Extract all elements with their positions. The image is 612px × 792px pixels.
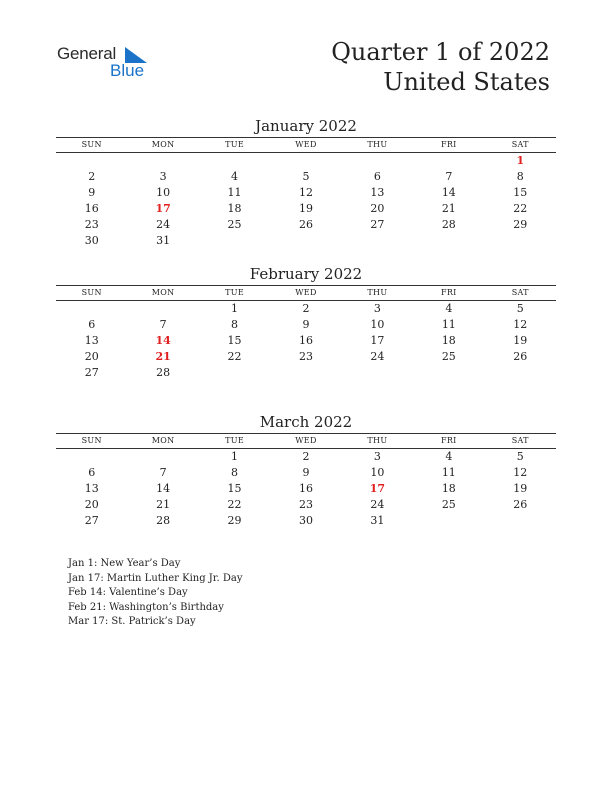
- month-title: March 2022: [259, 413, 353, 431]
- empty-day-cell: [485, 513, 556, 529]
- day-cell: 19: [298, 202, 313, 215]
- month-title: February 2022: [249, 265, 363, 283]
- day-cell: 2: [302, 450, 310, 463]
- day-cell: 18: [441, 334, 456, 347]
- day-cell: 11: [441, 466, 456, 479]
- day-cell: 23: [298, 498, 313, 511]
- empty-day-cell: [413, 233, 484, 249]
- month-calendar-january: [56, 116, 556, 249]
- weekday-label: FRI: [413, 286, 484, 301]
- weekday-label: WED: [270, 434, 341, 449]
- day-cell: 11: [441, 318, 456, 331]
- day-cell: 10: [156, 186, 171, 199]
- holiday-day-cell: 17: [155, 202, 171, 215]
- empty-day-cell: [199, 153, 270, 170]
- day-cell: 8: [231, 466, 239, 479]
- week-row: [56, 465, 556, 481]
- day-cell: 17: [370, 334, 385, 347]
- day-cell: 15: [227, 334, 242, 347]
- holiday-list-item: Jan 17: Martin Luther King Jr. Day: [68, 572, 243, 584]
- holiday-list: [68, 557, 242, 630]
- weekday-label: MON: [127, 286, 198, 301]
- week-row: [56, 497, 556, 513]
- day-cell: 25: [441, 498, 456, 511]
- day-cell: 9: [302, 318, 310, 331]
- holiday-list-item: Jan 1: New Year’s Day: [68, 558, 181, 569]
- day-cell: 27: [370, 218, 385, 231]
- week-row: [56, 333, 556, 349]
- weekday-label: FRI: [413, 138, 484, 153]
- day-cell: 18: [227, 202, 242, 215]
- day-cell: 23: [298, 350, 313, 363]
- week-row: [56, 185, 556, 201]
- day-cell: 19: [513, 482, 528, 495]
- empty-day-cell: [127, 449, 198, 466]
- page-title: Quarter 1 of 2022: [331, 38, 550, 66]
- month-grid: [56, 137, 556, 249]
- day-cell: 31: [370, 514, 385, 527]
- weekday-header-row: [56, 286, 556, 301]
- logo-text-blue: Blue: [110, 61, 145, 80]
- holiday-day-cell: 1: [516, 154, 525, 167]
- day-cell: 2: [302, 302, 310, 315]
- day-cell: 27: [84, 514, 99, 527]
- day-cell: 4: [445, 450, 453, 463]
- country-name: United States: [383, 68, 550, 96]
- day-cell: 8: [516, 170, 524, 183]
- weekday-label: FRI: [413, 434, 484, 449]
- empty-day-cell: [342, 233, 413, 249]
- week-row: [56, 317, 556, 333]
- day-cell: 31: [156, 234, 171, 247]
- week-row: [56, 153, 556, 170]
- empty-day-cell: [342, 153, 413, 170]
- weekday-label: SAT: [485, 434, 556, 449]
- day-cell: 28: [156, 366, 171, 379]
- day-cell: 3: [159, 170, 167, 183]
- day-cell: 12: [298, 186, 313, 199]
- week-row: [56, 513, 556, 529]
- day-cell: 6: [88, 318, 96, 331]
- weekday-label: MON: [127, 434, 198, 449]
- empty-day-cell: [56, 449, 127, 466]
- weekday-header-row: [56, 434, 556, 449]
- holiday-day-cell: 21: [155, 350, 171, 363]
- day-cell: 14: [441, 186, 456, 199]
- week-row: [56, 349, 556, 365]
- weekday-label: TUE: [199, 138, 270, 153]
- week-row: [56, 481, 556, 497]
- day-cell: 6: [88, 466, 96, 479]
- day-cell: 28: [156, 514, 171, 527]
- holiday-day-cell: 14: [155, 334, 171, 347]
- empty-day-cell: [199, 233, 270, 249]
- week-row: [56, 169, 556, 185]
- month-grid: [56, 433, 556, 529]
- empty-day-cell: [485, 233, 556, 249]
- holiday-day-cell: 17: [369, 482, 386, 495]
- day-cell: 5: [516, 302, 524, 315]
- day-cell: 29: [513, 218, 528, 231]
- empty-day-cell: [270, 233, 341, 249]
- empty-day-cell: [413, 153, 484, 170]
- day-cell: 30: [84, 234, 99, 247]
- weekday-label: SUN: [56, 138, 127, 153]
- day-cell: 26: [513, 498, 528, 511]
- day-cell: 16: [298, 482, 313, 495]
- empty-day-cell: [199, 365, 270, 381]
- day-cell: 13: [84, 334, 99, 347]
- day-cell: 8: [231, 318, 239, 331]
- day-cell: 9: [302, 466, 310, 479]
- day-cell: 1: [231, 302, 239, 315]
- day-cell: 29: [227, 514, 242, 527]
- weekday-label: WED: [270, 286, 341, 301]
- weekday-label: SAT: [485, 138, 556, 153]
- weekday-label: SAT: [485, 286, 556, 301]
- empty-day-cell: [127, 301, 198, 318]
- weekday-label: THU: [342, 286, 413, 301]
- day-cell: 9: [88, 186, 96, 199]
- weekday-label: TUE: [199, 286, 270, 301]
- day-cell: 16: [298, 334, 313, 347]
- day-cell: 4: [231, 170, 239, 183]
- day-cell: 5: [516, 450, 524, 463]
- day-cell: 30: [298, 514, 313, 527]
- week-row: [56, 365, 556, 381]
- day-cell: 13: [84, 482, 99, 495]
- day-cell: 22: [227, 498, 242, 511]
- logo-text-general: General: [57, 44, 117, 63]
- day-cell: 24: [370, 350, 385, 363]
- day-cell: 20: [370, 202, 385, 215]
- day-cell: 6: [373, 170, 381, 183]
- empty-day-cell: [485, 365, 556, 381]
- weekday-label: SUN: [56, 434, 127, 449]
- weekday-header-row: [56, 138, 556, 153]
- day-cell: 7: [159, 318, 167, 331]
- day-cell: 25: [227, 218, 242, 231]
- day-cell: 15: [227, 482, 242, 495]
- empty-day-cell: [56, 301, 127, 318]
- day-cell: 19: [513, 334, 528, 347]
- day-cell: 10: [370, 318, 385, 331]
- day-cell: 7: [445, 170, 453, 183]
- day-cell: 4: [445, 302, 453, 315]
- weekday-label: MON: [127, 138, 198, 153]
- day-cell: 22: [513, 202, 528, 215]
- holiday-list-item: Mar 17: St. Patrick’s Day: [68, 616, 196, 627]
- brand-logo: [57, 44, 167, 84]
- day-cell: 20: [84, 350, 99, 363]
- day-cell: 14: [156, 482, 171, 495]
- weekday-label: THU: [342, 434, 413, 449]
- weekday-label: WED: [270, 138, 341, 153]
- day-cell: 24: [370, 498, 385, 511]
- day-cell: 25: [441, 350, 456, 363]
- day-cell: 28: [441, 218, 456, 231]
- month-grid: [56, 285, 556, 381]
- day-cell: 16: [84, 202, 99, 215]
- day-cell: 10: [370, 466, 385, 479]
- day-cell: 21: [441, 202, 456, 215]
- day-cell: 26: [513, 350, 528, 363]
- week-row: [56, 233, 556, 249]
- day-cell: 2: [88, 170, 96, 183]
- week-row: [56, 301, 556, 318]
- empty-day-cell: [56, 153, 127, 170]
- empty-day-cell: [270, 365, 341, 381]
- month-title: January 2022: [255, 117, 357, 135]
- empty-day-cell: [413, 365, 484, 381]
- day-cell: 1: [231, 450, 239, 463]
- month-calendar-march: [56, 412, 556, 529]
- empty-day-cell: [270, 153, 341, 170]
- day-cell: 11: [227, 186, 242, 199]
- holiday-list-item: Feb 21: Washington’s Birthday: [68, 601, 224, 613]
- day-cell: 13: [370, 186, 385, 199]
- day-cell: 15: [513, 186, 528, 199]
- day-cell: 21: [156, 498, 171, 511]
- empty-day-cell: [413, 513, 484, 529]
- day-cell: 18: [441, 482, 456, 495]
- weekday-label: THU: [342, 138, 413, 153]
- day-cell: 27: [84, 366, 99, 379]
- week-row: [56, 217, 556, 233]
- week-row: [56, 449, 556, 466]
- day-cell: 3: [373, 302, 381, 315]
- day-cell: 12: [513, 466, 528, 479]
- month-calendar-february: [56, 264, 556, 381]
- day-cell: 22: [227, 350, 242, 363]
- weekday-label: SUN: [56, 286, 127, 301]
- weekday-label: TUE: [199, 434, 270, 449]
- day-cell: 20: [84, 498, 99, 511]
- holiday-list-item: Feb 14: Valentine’s Day: [68, 587, 188, 598]
- day-cell: 7: [159, 466, 167, 479]
- day-cell: 26: [298, 218, 313, 231]
- week-row: [56, 201, 556, 217]
- day-cell: 23: [84, 218, 99, 231]
- empty-day-cell: [127, 153, 198, 170]
- empty-day-cell: [342, 365, 413, 381]
- day-cell: 24: [156, 218, 171, 231]
- day-cell: 5: [302, 170, 310, 183]
- day-cell: 3: [373, 450, 381, 463]
- day-cell: 12: [513, 318, 528, 331]
